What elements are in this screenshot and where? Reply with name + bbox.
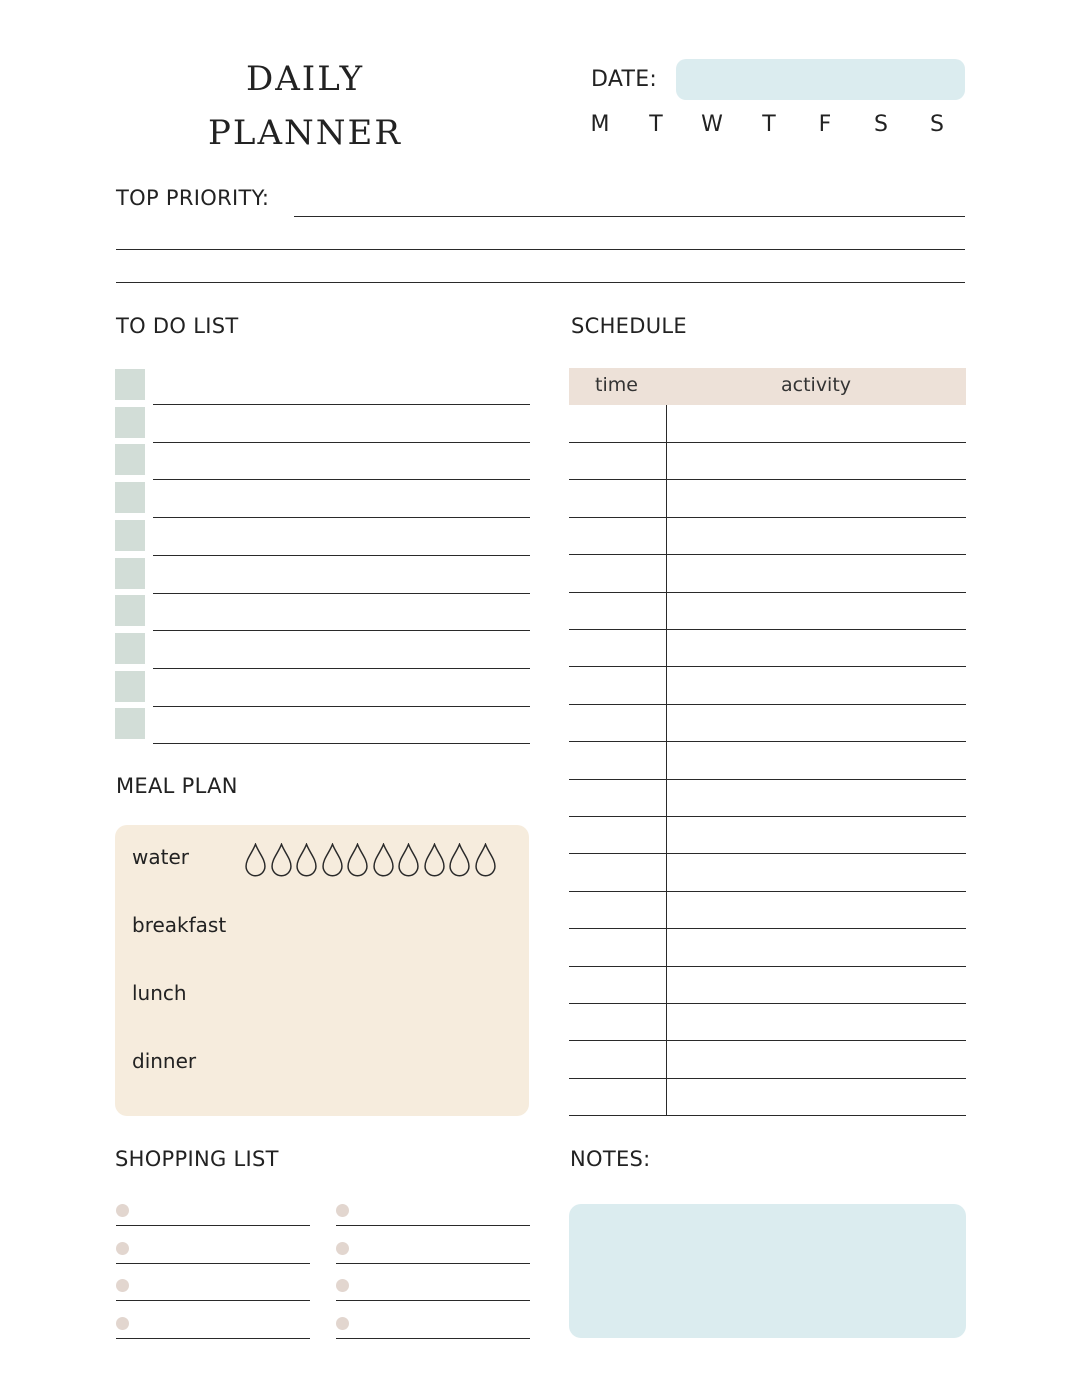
weekday-friday[interactable]: F [818,112,832,137]
schedule-row-line[interactable] [569,1040,966,1041]
top-priority-label: TOP PRIORITY: [116,186,270,210]
schedule-column-divider [666,405,667,1116]
schedule-row-line[interactable] [569,1078,966,1079]
page-title [180,52,430,160]
shopping-bullet [116,1317,129,1330]
schedule-row-line[interactable] [569,853,966,854]
todo-checkbox[interactable] [115,595,145,626]
shopping-line[interactable] [116,1225,310,1226]
weekday-wednesday[interactable]: W [701,112,723,137]
schedule-row-line[interactable] [569,442,966,443]
shopping-line[interactable] [336,1338,530,1339]
shopping-list-title: SHOPPING LIST [115,1147,279,1171]
water-drop-icon[interactable] [245,843,266,877]
todo-line[interactable] [153,404,530,405]
todo-checkbox[interactable] [115,482,145,513]
schedule-row-line[interactable] [569,704,966,705]
water-drop-icon[interactable] [296,843,317,877]
schedule-row-line[interactable] [569,517,966,518]
water-drop-icon[interactable] [322,843,343,877]
todo-checkbox[interactable] [115,444,145,475]
water-drop-icon[interactable] [373,843,394,877]
shopping-line[interactable] [336,1300,530,1301]
weekday-monday[interactable]: M [590,112,610,137]
priority-line[interactable] [294,216,965,217]
water-drop-icon[interactable] [424,843,445,877]
todo-line[interactable] [153,630,530,631]
schedule-row-line[interactable] [569,1115,966,1116]
water-drop-icon[interactable] [347,843,368,877]
todo-list-title: TO DO LIST [116,314,239,338]
todo-checkbox[interactable] [115,558,145,589]
weekday-sunday[interactable]: S [930,112,944,137]
schedule-row-line[interactable] [569,479,966,480]
shopping-bullet [336,1279,349,1292]
schedule-title: SCHEDULE [571,314,687,338]
shopping-line[interactable] [116,1263,310,1264]
todo-line[interactable] [153,668,530,669]
todo-checkbox[interactable] [115,369,145,400]
shopping-bullet [336,1204,349,1217]
todo-checkbox[interactable] [115,407,145,438]
todo-line[interactable] [153,442,530,443]
todo-line[interactable] [153,593,530,594]
water-drop-icon[interactable] [449,843,470,877]
shopping-bullet [336,1242,349,1255]
schedule-row-line[interactable] [569,891,966,892]
shopping-line[interactable] [116,1300,310,1301]
schedule-row-line[interactable] [569,966,966,967]
water-tracker [245,843,496,879]
weekday-saturday[interactable]: S [874,112,888,137]
water-drop-icon[interactable] [398,843,419,877]
todo-checkbox[interactable] [115,708,145,739]
todo-line[interactable] [153,706,530,707]
schedule-row-line[interactable] [569,741,966,742]
water-label: water [132,845,189,869]
schedule-row-line[interactable] [569,666,966,667]
title-line-2: PLANNER [208,113,402,153]
shopping-bullet [116,1204,129,1217]
date-field[interactable] [676,59,965,100]
title-line-1: DAILY [245,59,365,99]
notes-title: NOTES: [570,1147,651,1171]
schedule-row-line[interactable] [569,592,966,593]
meal-plan-title: MEAL PLAN [116,774,238,798]
schedule-row-line[interactable] [569,629,966,630]
schedule-time-header: time [595,374,638,396]
schedule-row-line[interactable] [569,1003,966,1004]
shopping-line[interactable] [116,1338,310,1339]
todo-line[interactable] [153,555,530,556]
water-drop-icon[interactable] [475,843,496,877]
schedule-row-line[interactable] [569,816,966,817]
todo-line[interactable] [153,743,530,744]
shopping-bullet [336,1317,349,1330]
todo-checkbox[interactable] [115,671,145,702]
weekday-thursday[interactable]: T [762,112,776,137]
priority-line[interactable] [116,282,965,283]
shopping-bullet [116,1242,129,1255]
shopping-line[interactable] [336,1263,530,1264]
notes-box[interactable] [569,1204,966,1338]
schedule-header [569,368,966,405]
schedule-row-line[interactable] [569,554,966,555]
date-label: DATE: [591,67,658,92]
todo-line[interactable] [153,517,530,518]
weekday-tuesday[interactable]: T [649,112,663,137]
schedule-row-line[interactable] [569,928,966,929]
priority-line[interactable] [116,249,965,250]
lunch-label: lunch [132,981,187,1005]
water-drop-icon[interactable] [271,843,292,877]
todo-checkbox[interactable] [115,520,145,551]
todo-line[interactable] [153,479,530,480]
dinner-label: dinner [132,1049,197,1073]
shopping-line[interactable] [336,1225,530,1226]
todo-checkbox[interactable] [115,633,145,664]
schedule-row-line[interactable] [569,779,966,780]
schedule-activity-header: activity [781,374,852,396]
shopping-bullet [116,1279,129,1292]
breakfast-label: breakfast [132,913,227,937]
